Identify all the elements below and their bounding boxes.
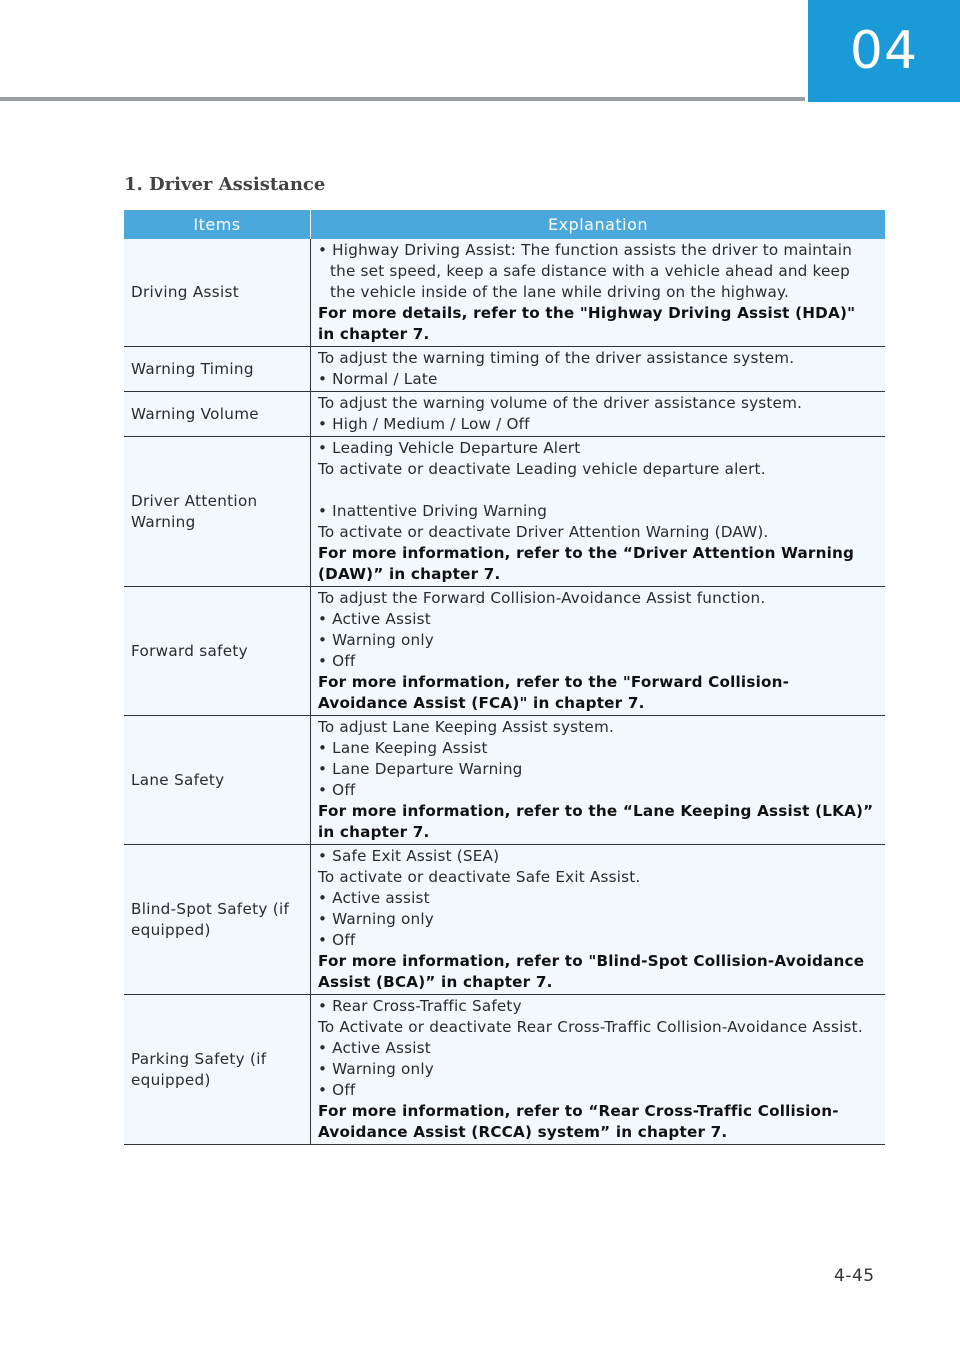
row-explanation [311,392,886,437]
row-item-label: Parking Safety (if equipped) [124,995,311,1145]
explanation-line: To adjust the warning volume of the driver assistance system. [318,394,803,412]
row-item-label: Warning Volume [124,392,311,437]
row-explanation [311,239,886,347]
row-item-label: Driver Attention Warning [124,437,311,587]
header-divider [0,97,805,101]
bullet-item: • Active Assist [318,610,431,628]
settings-table [124,210,885,1145]
table-row [124,716,885,845]
bullet-item: • Normal / Late [318,370,438,388]
bullet-item: • Rear Cross-Traffic Safety [318,997,522,1015]
row-item-label: Warning Timing [124,347,311,392]
row-item-label: Forward safety [124,587,311,716]
bullet-item: • Off [318,652,356,670]
table-body [124,239,885,1145]
row-explanation [311,995,886,1145]
explanation-line: To activate or deactivate Leading vehicle departure alert. [318,460,766,478]
bullet-item: • Warning only [318,631,434,649]
bullet-item: • Inattentive Driving Warning [318,502,548,520]
table-row [124,995,885,1145]
row-explanation [311,716,886,845]
bullet-item: • Off [318,931,356,949]
table-row [124,437,885,587]
chapter-tab: 04 [808,0,960,102]
explanation-line: To adjust Lane Keeping Assist system. [318,718,614,736]
column-header-explanation: Explanation [311,210,886,239]
reference-note: For more information, refer to “Rear Cross-Traffic Collision-Avoidance Assist (RCCA) system” in chapter 7. [318,1102,839,1141]
table-row [124,845,885,995]
explanation-line: To activate or deactivate Safe Exit Assist. [318,868,641,886]
section-title: 1. Driver Assistance [124,174,326,195]
table-row [124,347,885,392]
row-item-label: Blind-Spot Safety (if equipped) [124,845,311,995]
table-row [124,587,885,716]
bullet-item: • Active Assist [318,1039,431,1057]
table-header-row [124,210,885,239]
bullet-item: • Warning only [318,910,434,928]
row-explanation [311,845,886,995]
bullet-item: • Leading Vehicle Departure Alert [318,439,581,457]
bullet-item: • Off [318,781,356,799]
row-explanation [311,437,886,587]
column-header-items: Items [124,210,311,239]
explanation-line: To adjust the warning timing of the driver assistance system. [318,349,795,367]
bullet-item: • Lane Departure Warning [318,760,523,778]
reference-note: For more information, refer to the “Lane Keeping Assist (LKA)” in chapter 7. [318,802,874,841]
bullet-item: • Safe Exit Assist (SEA) [318,847,500,865]
explanation-line [318,480,877,501]
reference-note: For more details, refer to the "Highway Driving Assist (HDA)" in chapter 7. [318,304,856,343]
bullet-item: • Highway Driving Assist: The function assists the driver to maintain the set speed, keep a safe distance with a vehicle ahead and keep the vehicle inside of the lane while driving on the highway. [318,241,853,301]
reference-note: For more information, refer to the "Forward Collision-Avoidance Assist (FCA)" in chapter 7. [318,673,790,712]
table-row [124,392,885,437]
reference-note: For more information, refer to "Blind-Spot Collision-Avoidance Assist (BCA)” in chapter 7. [318,952,865,991]
explanation-line: To Activate or deactivate Rear Cross-Traffic Collision-Avoidance Assist. [318,1018,863,1036]
bullet-item: • Off [318,1081,356,1099]
bullet-item: • High / Medium / Low / Off [318,415,530,433]
row-explanation [311,347,886,392]
bullet-item: • Lane Keeping Assist [318,739,488,757]
row-explanation [311,587,886,716]
row-item-label: Lane Safety [124,716,311,845]
row-item-label: Driving Assist [124,239,311,347]
explanation-line: To adjust the Forward Collision-Avoidance Assist function. [318,589,766,607]
bullet-item: • Warning only [318,1060,434,1078]
page-number: 4-45 [834,1266,875,1286]
bullet-item: • Active assist [318,889,430,907]
reference-note: For more information, refer to the “Driver Attention Warning (DAW)” in chapter 7. [318,544,855,583]
explanation-line: To activate or deactivate Driver Attention Warning (DAW). [318,523,769,541]
table-row [124,239,885,347]
